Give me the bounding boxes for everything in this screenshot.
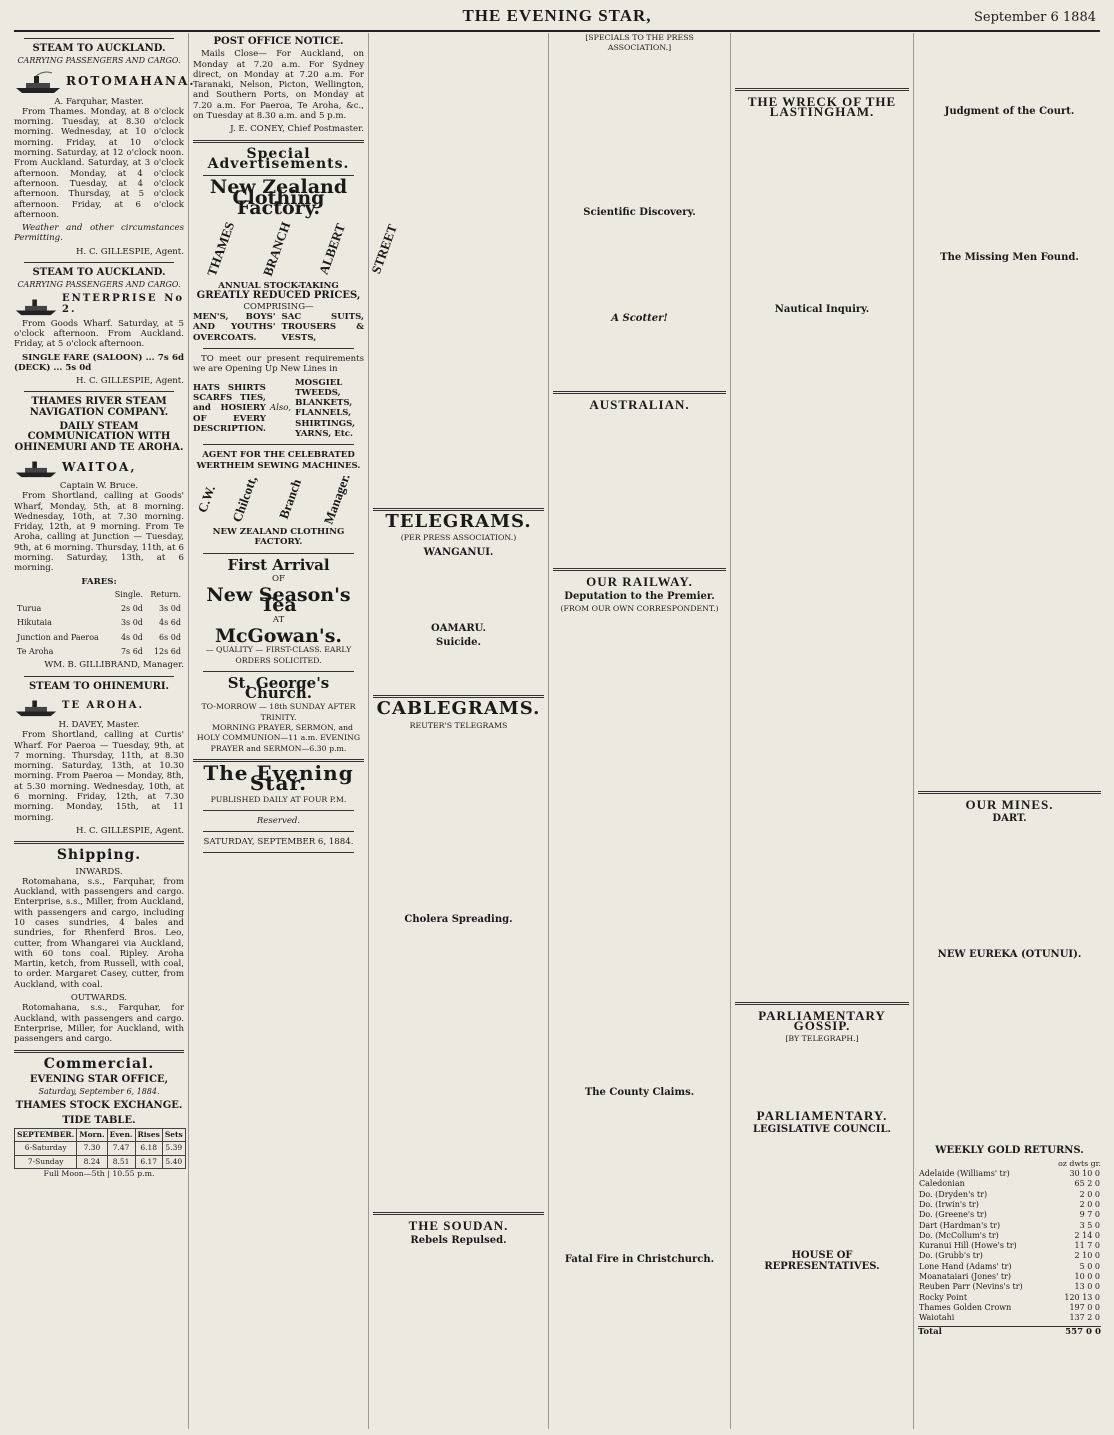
mens-line: MEN'S, BOYS' AND YOUTHS' OVERCOATS.	[193, 312, 276, 343]
shipping-heading: Shipping.	[56, 847, 142, 864]
gold-row	[918, 1262, 1101, 1272]
gold-row	[918, 1190, 1101, 1200]
banner-word: Branch	[275, 476, 304, 521]
gold-mine-name: Reuben Parr (Nevins's tr)	[919, 1282, 1023, 1292]
divider	[193, 140, 364, 143]
gold-amount: 30 10 0	[1069, 1169, 1100, 1179]
missing-heading: The Missing Men Found.	[940, 252, 1079, 264]
article-text-block	[735, 1045, 909, 1105]
gold-row	[918, 1272, 1101, 1282]
fares-row: Te Aroha 7s 6d 12s 6d	[17, 647, 181, 657]
ship3-master: Captain W. Bruce.	[59, 480, 139, 491]
gold-mine-name: Rocky Point	[919, 1292, 968, 1302]
gold-mine-name: Do. (Dryden's tr)	[919, 1189, 988, 1199]
article-text-block	[735, 33, 909, 83]
ship1-master: A. Farquhar, Master.	[54, 96, 144, 107]
special-ads-heading: Special Advertisements.	[207, 145, 350, 172]
suicide-heading: Suicide.	[435, 637, 481, 649]
date-line: SATURDAY, SEPTEMBER 6, 1884.	[203, 837, 354, 848]
divider	[24, 38, 174, 39]
banner-word: STREET	[367, 222, 400, 276]
ship4-heading: STEAM TO OHINEMURI.	[28, 680, 170, 692]
steamship-icon	[14, 294, 58, 316]
fares-table	[14, 587, 184, 660]
gold-amount: 9 7 0	[1079, 1210, 1100, 1220]
wanganui-heading: WANGANUI.	[423, 546, 494, 558]
shipping-inwards: Rotomahana, s.s., Farquhar, from Auckland, with passengers and cargo. Enterprise, s.s., Miller, from Auckland, with passengers and cargo, including 10 cases sundries, 4 bales and sundries, for Rhenferd Bros. Leo, cutter, from Whangarei via Auckland, with 60 tons coal. Ripley. Aroha Martin, ketch, from Russell, with coal, to order. Margaret Casey, cutter, from Auckland, with coal.	[14, 876, 184, 990]
by-telegraph: [BY TELEGRAPH.]	[785, 1034, 859, 1044]
fares-row: Turua 2s 0d 3s 0d	[17, 604, 181, 614]
gold-mine-name: Thames Golden Crown	[919, 1302, 1012, 1312]
article-text-block	[918, 826, 1101, 946]
post-heading: POST OFFICE NOTICE.	[213, 36, 344, 47]
lines-block	[193, 378, 364, 440]
single-fare: SINGLE FARE (SALOON) ... 7s 6d (DECK) ... 5s 0d	[14, 352, 184, 373]
column-3	[368, 33, 548, 1429]
reuters-label: REUTER'S TELEGRAMS	[409, 720, 508, 730]
article-text-block	[553, 413, 726, 563]
ship1-sub: CARRYING PASSENGERS AND CARGO.	[17, 56, 181, 66]
gold-unit: oz dwts gr.	[1058, 1158, 1101, 1168]
gold-row	[918, 1293, 1101, 1303]
banner-word: THAMES	[203, 219, 238, 278]
australian-heading: AUSTRALIAN.	[589, 397, 690, 413]
annual-stocktaking: ANNUAL STOCK-TAKING	[218, 281, 339, 292]
article-text-block	[553, 326, 726, 386]
gold-amount: 5 0 0	[1079, 1261, 1100, 1271]
divider	[203, 810, 354, 811]
gold-amount: 3 5 0	[1079, 1220, 1100, 1230]
divider	[203, 553, 354, 554]
outwards-label: OUTWARDS.	[70, 993, 128, 1004]
quality-line: — QUALITY — FIRST-CLASS. EARLY ORDERS SOLICITED.	[205, 645, 352, 665]
gold-amount: 65 2 0	[1074, 1179, 1100, 1189]
banner-word: BRANCH	[260, 219, 294, 278]
gold-table	[918, 1169, 1101, 1323]
meet-text: TO meet our present requirements we are Opening Up New Lines in	[193, 353, 364, 375]
published-line: PUBLISHED DAILY AT FOUR P.M.	[210, 794, 347, 804]
soudan-heading: THE SOUDAN.	[408, 1218, 509, 1234]
ship2-sub: CARRYING PASSENGERS AND CARGO.	[17, 280, 181, 290]
divider	[553, 568, 726, 571]
divider	[203, 671, 354, 672]
ship2-heading: STEAM TO AUCKLAND.	[32, 267, 166, 279]
deputation-heading: Deputation to the Premier.	[564, 590, 715, 602]
scotter-heading: A Scotter!	[611, 312, 668, 324]
gold-mine-name: Adelaide (Williams' tr)	[919, 1169, 1010, 1179]
gold-mine-name: Caledonian	[919, 1179, 965, 1189]
gold-mine-name: Do. (Irwin's tr)	[919, 1199, 979, 1209]
ship1-heading: STEAM TO AUCKLAND.	[32, 43, 166, 54]
gold-mine-name: Moanataiari (Jones' tr)	[919, 1272, 1011, 1282]
clothing-lines	[193, 312, 364, 343]
first-arrival: First Arrival	[227, 555, 330, 574]
ship3-block	[14, 456, 184, 478]
paper-title: The Evening Star.	[203, 760, 354, 796]
ship2-name: ENTERPRISE No 2.	[62, 293, 184, 315]
masthead	[14, 4, 1100, 32]
also-label: Also,	[269, 403, 292, 414]
fatal-fire-heading: Fatal Fire in Christchurch.	[564, 1253, 715, 1265]
ship1-schedule: From Thames. Monday, at 8 o'clock morning. Tuesday, at 8.30 o'clock morning. Wednesday, at 10 o'clock morning. Friday, at 10 o'clock morning. Saturday, at 12 o'clock noon. From Auckland. Saturday, at 3 o'clock afternoon. Monday, at 4 o'clock afternoon. Tuesday, at 4 o'clock afternoon. Thursday, at 5 o'clock afternoon. Friday, at 6 o'clock afternoon.	[14, 106, 184, 220]
wreck-heading: THE WRECK OF THE LASTINGHAM.	[747, 94, 897, 120]
reserved-label: Reserved.	[256, 815, 301, 826]
divider	[203, 348, 354, 349]
rebels-heading: Rebels Repulsed.	[410, 1234, 507, 1246]
article-text-block	[373, 731, 544, 911]
tide-note: Full Moon—5th | 10.55 p.m.	[43, 1168, 155, 1178]
ship4-block	[14, 695, 184, 717]
ship4-schedule: From Shortland, calling at Curtis' Wharf. For Paeroa — Tuesday, 9th, at 7 morning. Thursday, 11th, at 8.30 morning. Saturday, 13th, at 10.30 morning. From Paeroa — Monday, 8th, at 5.30 morning. Wednesday, 10th, at 6 morning. Friday, 12th, at 7.30 morning. Monday, 15th, at 11 morning.	[14, 730, 184, 823]
banner-word: Manager.	[320, 471, 353, 526]
banner-word: C.W.	[194, 483, 219, 515]
article-text-block	[735, 121, 909, 301]
gold-row	[918, 1303, 1101, 1313]
parliamentary-heading: PARLIAMENTARY.	[756, 1107, 888, 1123]
divider	[373, 1212, 544, 1215]
sac-line: SAC SUITS, TROUSERS & VESTS,	[281, 312, 364, 343]
gold-mine-name: Do. (McCollum's tr)	[919, 1230, 999, 1240]
mosgiel-line: MOSGIEL TWEEDS, BLANKETS, FLANNELS, SHIRTINGS, YARNS, Etc.	[295, 377, 355, 440]
cablegrams-heading: CABLEGRAMS.	[376, 698, 541, 720]
special-to: [SPECIALS TO THE PRESS ASSOCIATION.]	[585, 33, 694, 53]
gossip-heading: PARLIAMENTARY GOSSIP.	[758, 1007, 886, 1034]
gold-amount: 10 0 0	[1074, 1272, 1100, 1282]
tide-header: SEPTEMBER. Morn. Even. Rises Sets	[15, 1129, 186, 1142]
manager-banner	[193, 471, 364, 527]
gold-row	[918, 1179, 1101, 1189]
article-text-block	[373, 927, 544, 1207]
column-1	[10, 33, 196, 1429]
article-text-block	[373, 560, 544, 620]
column-2	[188, 33, 400, 1429]
article-text-block	[918, 33, 1101, 103]
ship1-block	[14, 70, 196, 94]
mines-heading: OUR MINES.	[965, 796, 1054, 812]
gold-total-label: Total	[918, 1326, 942, 1337]
gold-row	[918, 1210, 1101, 1220]
eso-date: Saturday, September 6, 1884.	[38, 1087, 160, 1097]
post-sign: J. E. CONEY, Chief Postmaster.	[230, 124, 364, 135]
article-text-block	[918, 119, 1101, 249]
article-text-block	[553, 1101, 726, 1251]
divider	[735, 1002, 909, 1005]
tide-row: 6-Saturday 7.30 7.47 6.18 5.39	[15, 1142, 186, 1155]
tide-row: 7-Sunday 8.24 8.51 6.17 5.40	[15, 1155, 186, 1168]
inwards-label: INWARDS.	[75, 866, 123, 877]
wertheim-agent: AGENT FOR THE CELEBRATED WERTHEIM SEWING MACHINES.	[196, 450, 361, 471]
divider	[735, 88, 909, 91]
cholera-heading: Cholera Spreading.	[404, 914, 513, 926]
ship3-heading: THAMES RIVER STEAM NAVIGATION COMPANY.	[29, 396, 169, 418]
church-sub: TO-MORROW — 18th SUNDAY AFTER TRINITY.	[201, 702, 356, 722]
own-correspondent: (FROM OUR OWN CORRESPONDENT.)	[560, 604, 719, 614]
church-heading: St. George's Church.	[227, 673, 330, 703]
reduced-prices: GREATLY REDUCED PRICES,	[196, 290, 361, 302]
gold-mine-name: Do. (Grubb's tr)	[919, 1251, 983, 1261]
leg-council-heading: LEGISLATIVE COUNCIL.	[753, 1124, 891, 1136]
fares-header: Single. Return.	[114, 589, 181, 599]
banner-word: Chilcott,	[229, 473, 260, 524]
gold-amount: 2 14 0	[1074, 1230, 1100, 1240]
gold-mine-name: Lone Hand (Adams' tr)	[919, 1261, 1012, 1271]
article-text-block	[553, 220, 726, 310]
gold-row	[918, 1169, 1101, 1179]
steamship-icon	[14, 456, 58, 478]
ship1-name: ROTOMAHANA.	[66, 74, 196, 89]
divider	[14, 841, 184, 844]
column-6	[913, 33, 1105, 1429]
gold-mine-name: Dart (Hardman's tr)	[919, 1220, 1001, 1230]
gold-mine-name: Waiotahi	[919, 1313, 955, 1323]
gold-total-value: 557 0 0	[1065, 1326, 1101, 1337]
mcgowans: McGowan's.	[214, 624, 343, 647]
gold-mine-name: Do. (Greene's tr)	[919, 1210, 987, 1220]
divider	[14, 1050, 184, 1053]
gold-amount: 13 0 0	[1074, 1282, 1100, 1292]
shipping-outwards: Rotomahana, s.s., Farquhar, for Auckland, with passengers and cargo. Enterprise, Miller, for Auckland, with passengers and cargo.	[14, 1003, 184, 1045]
comprising: COMPRISING—	[243, 301, 314, 312]
house-reps-heading: HOUSE OF REPRESENTATIVES.	[764, 1250, 880, 1272]
divider	[24, 262, 174, 263]
divider	[203, 831, 354, 832]
gold-amount: 11 7 0	[1074, 1241, 1100, 1251]
agent2: H. C. GILLESPIE, Agent.	[76, 376, 184, 387]
column-5	[730, 33, 913, 1429]
agent4: H. C. GILLESPIE, Agent.	[76, 825, 184, 836]
article-text-block	[735, 1137, 909, 1247]
gold-total-row	[918, 1326, 1101, 1337]
gold-row	[918, 1282, 1101, 1292]
masthead-title: THE EVENING STAR,	[462, 6, 652, 25]
ship4-name: TE AROHA.	[62, 699, 145, 711]
gold-row	[918, 1241, 1101, 1251]
article-text-block	[553, 614, 726, 1084]
judgment-heading: Judgment of the Court.	[944, 106, 1075, 117]
article-text-block	[735, 317, 909, 997]
gold-row	[918, 1231, 1101, 1241]
nautical-heading: Nautical Inquiry.	[774, 303, 870, 315]
divider	[203, 852, 354, 853]
divider	[24, 676, 174, 677]
article-text-block	[367, 33, 544, 503]
ship4-master: H. DAVEY, Master.	[58, 719, 140, 730]
fares-row: Junction and Paeroa 4s 0d 6s 0d	[17, 632, 181, 642]
ship1-note: Weather and other circumstances Permitting.	[14, 223, 184, 244]
new-season-tea: New Season's Tea	[206, 584, 351, 617]
telegrams-heading: TELEGRAMS.	[385, 511, 532, 532]
agent1: H. C. GILLESPIE, Agent.	[76, 246, 184, 257]
ship2-schedule: From Goods Wharf. Saturday, at 5 o'clock afternoon. From Auckland. Friday, at 5 o'clock afternoon.	[14, 318, 184, 350]
gold-row	[918, 1313, 1101, 1323]
county-heading: The County Claims.	[584, 1087, 695, 1099]
per-press: (PER PRESS ASSOCIATION.)	[400, 533, 517, 543]
gold-amount: 2 0 0	[1079, 1199, 1100, 1209]
nz-clothing-footer: NEW ZEALAND CLOTHING FACTORY.	[212, 526, 345, 548]
street-banner	[193, 217, 400, 281]
fares-row: Hikutaia 3s 0d 4s 6d	[17, 618, 181, 628]
gold-amount: 120 13 0	[1064, 1292, 1100, 1302]
ship3-sub: DAILY STEAM COMMUNICATION WITH OHINEMURI AND TE AROHA.	[14, 421, 184, 453]
at-label: AT	[272, 614, 285, 625]
ship3-name: WAITOA,	[62, 459, 137, 474]
of-label: OF	[271, 573, 285, 584]
divider	[24, 391, 174, 392]
post-text: Mails Close— For Auckland, on Monday at 7.20 a.m. For Sydney direct, on Monday at 7.20 a.m. For Taranaki, Nelson, Picton, Wellington, and Southern Ports, on Monday at 7.20 a.m. For Paeroa, Te Aroha, &c., on Tuesday at 8.30 a.m. and 5 p.m.	[193, 49, 364, 122]
article-text-block	[918, 962, 1101, 1142]
new-eureka-heading: NEW EUREKA (OTUNUI).	[937, 949, 1082, 961]
gold-amount: 197 0 0	[1069, 1302, 1100, 1312]
nz-clothing-heading: New Zealand Clothing Factory.	[209, 176, 348, 219]
gold-mine-name: Kuranui Hill (Howe's tr)	[919, 1241, 1017, 1251]
column-4	[548, 33, 730, 1429]
manager3: WM. B. GILLIBRAND, Manager.	[44, 660, 184, 671]
commercial-heading: Commercial.	[43, 1055, 155, 1072]
divider	[918, 791, 1101, 794]
article-text-block	[373, 650, 544, 690]
gold-amount: 137 2 0	[1069, 1313, 1100, 1323]
church-text: MORNING PRAYER, SERMON, and HOLY COMMUNION—11 a.m. EVENING PRAYER and SERMON—6.30 p.m.	[196, 723, 361, 753]
gold-amount: 2 0 0	[1079, 1189, 1100, 1199]
gold-row	[918, 1221, 1101, 1231]
gold-returns-heading: WEEKLY GOLD RETURNS.	[935, 1145, 1084, 1157]
banner-word: ALBERT	[315, 221, 348, 277]
railway-heading: OUR RAILWAY.	[586, 574, 693, 590]
steamship-icon	[14, 70, 62, 94]
article-text-block	[918, 266, 1101, 786]
oamaru-heading: OAMARU.	[431, 622, 486, 634]
divider	[203, 444, 354, 445]
article-text-block	[553, 54, 726, 204]
gold-amount: 2 10 0	[1074, 1251, 1100, 1261]
masthead-date: September 6 1884	[973, 10, 1096, 25]
ship2-block	[14, 294, 184, 316]
divider	[553, 391, 726, 394]
tide-heading: TIDE TABLE.	[62, 1114, 136, 1126]
gold-row	[918, 1200, 1101, 1210]
tide-table	[14, 1128, 186, 1169]
eso-heading: EVENING STAR OFFICE,	[29, 1073, 169, 1085]
gold-row	[918, 1251, 1101, 1261]
steamship-icon	[14, 695, 58, 717]
scientific-heading: Scientific Discovery.	[583, 206, 696, 218]
fares-title: FARES:	[81, 576, 117, 587]
dart-heading: DART.	[992, 812, 1027, 824]
hats-line: HATS SHIRTS SCARFS TIES, and HOSIERY OF EVERY DESCRIPTION.	[193, 382, 266, 434]
exchange-heading: THAMES STOCK EXCHANGE.	[15, 1100, 183, 1112]
ship3-schedule: From Shortland, calling at Goods' Wharf, Monday, 5th, at 8 morning. Wednesday, 10th, at 7.30 morning. Friday, 12th, at 9 morning. From Te Aroha, calling at Junction — Tuesday, 9th, at 6 morning. Thursday, 11th, at 6 morning. Saturday, 13th, at 6 morning.	[14, 491, 184, 574]
